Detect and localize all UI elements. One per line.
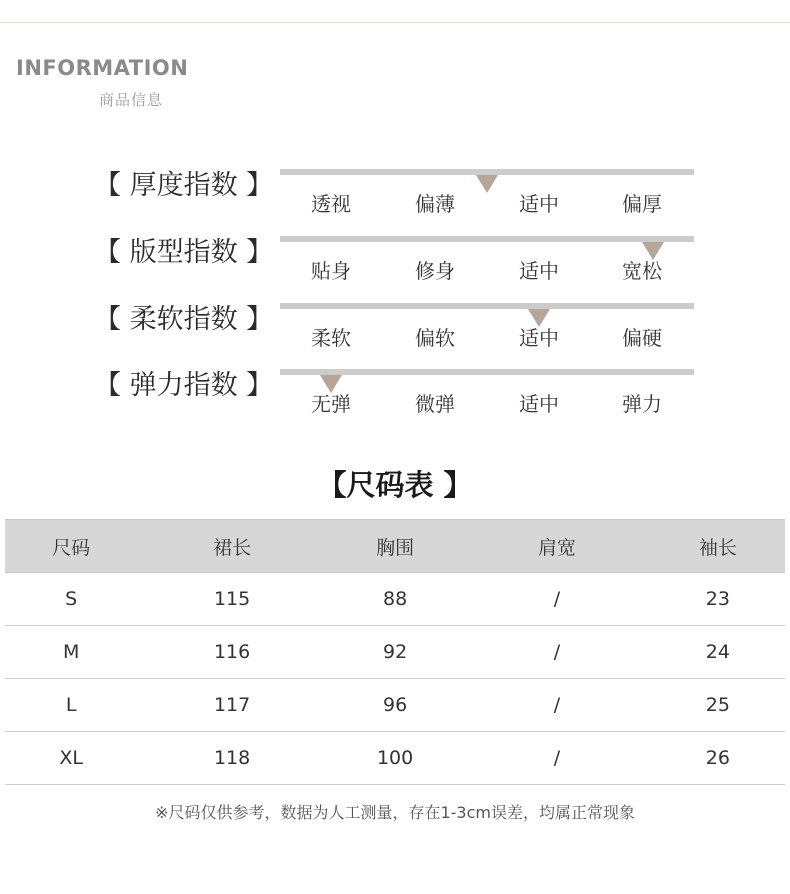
cell-skirt-length: 117 xyxy=(137,679,327,732)
scale-option: 偏薄 xyxy=(415,192,455,216)
cell-shoulder: / xyxy=(463,573,650,626)
scale-marker-icon xyxy=(476,175,498,193)
table-row xyxy=(5,732,785,785)
scale-option: 修身 xyxy=(415,259,455,283)
scale-bar xyxy=(280,236,694,242)
cell-skirt-length: 116 xyxy=(137,626,327,679)
header-skirt-length: 裙长 xyxy=(137,520,327,573)
cell-bust: 92 xyxy=(327,626,463,679)
info-subtitle: 商品信息 xyxy=(99,91,164,109)
scale-option: 偏硬 xyxy=(622,326,662,350)
header-bust: 胸围 xyxy=(327,520,463,573)
index-row xyxy=(0,365,790,425)
scale-option: 微弹 xyxy=(415,392,455,416)
cell-bust: 88 xyxy=(327,573,463,626)
size-table-title: 【尺码表 】 xyxy=(317,468,473,502)
scale-bar xyxy=(280,369,694,375)
scale-option: 偏软 xyxy=(415,326,455,350)
header-shoulder: 肩宽 xyxy=(463,520,650,573)
cell-sleeve-length: 26 xyxy=(651,732,785,785)
index-row xyxy=(0,232,790,292)
top-divider xyxy=(0,22,790,23)
cell-size: L xyxy=(5,679,137,732)
scale-option: 弹力 xyxy=(622,392,662,416)
scale-option: 贴身 xyxy=(311,259,351,283)
scale-option: 适中 xyxy=(519,392,559,416)
header-sleeve-length: 袖长 xyxy=(651,520,785,573)
index-row xyxy=(0,299,790,359)
scale-option: 柔软 xyxy=(311,326,351,350)
cell-bust: 96 xyxy=(327,679,463,732)
index-row xyxy=(0,165,790,225)
index-label: 【 版型指数 】 xyxy=(94,237,274,268)
cell-shoulder: / xyxy=(463,679,650,732)
cell-skirt-length: 115 xyxy=(137,573,327,626)
scale-option: 适中 xyxy=(519,192,559,216)
index-label: 【 柔软指数 】 xyxy=(94,304,274,335)
cell-skirt-length: 118 xyxy=(137,732,327,785)
cell-shoulder: / xyxy=(463,626,650,679)
scale-option: 透视 xyxy=(311,192,351,216)
cell-bust: 100 xyxy=(327,732,463,785)
scale-option: 无弹 xyxy=(311,392,351,416)
header-size: 尺码 xyxy=(5,520,137,573)
measurement-note: ※尺码仅供参考，数据为人工测量，存在1-3cm误差，均属正常现象 xyxy=(155,803,635,822)
scale-option: 宽松 xyxy=(622,259,662,283)
cell-sleeve-length: 23 xyxy=(651,573,785,626)
index-label: 【 弹力指数 】 xyxy=(94,370,274,401)
scale-bar xyxy=(280,303,694,309)
info-title: INFORMATION xyxy=(16,56,189,80)
scale-option: 适中 xyxy=(519,326,559,350)
index-label: 【 厚度指数 】 xyxy=(94,170,274,201)
table-row xyxy=(5,626,785,679)
cell-size: XL xyxy=(5,732,137,785)
cell-shoulder: / xyxy=(463,732,650,785)
cell-size: M xyxy=(5,626,137,679)
cell-sleeve-length: 25 xyxy=(651,679,785,732)
cell-sleeve-length: 24 xyxy=(651,626,785,679)
table-row xyxy=(5,573,785,626)
table-row xyxy=(5,679,785,732)
cell-size: S xyxy=(5,573,137,626)
size-table xyxy=(5,519,785,785)
scale-option: 适中 xyxy=(519,259,559,283)
size-table-header-row xyxy=(5,520,785,573)
scale-option: 偏厚 xyxy=(622,192,662,216)
